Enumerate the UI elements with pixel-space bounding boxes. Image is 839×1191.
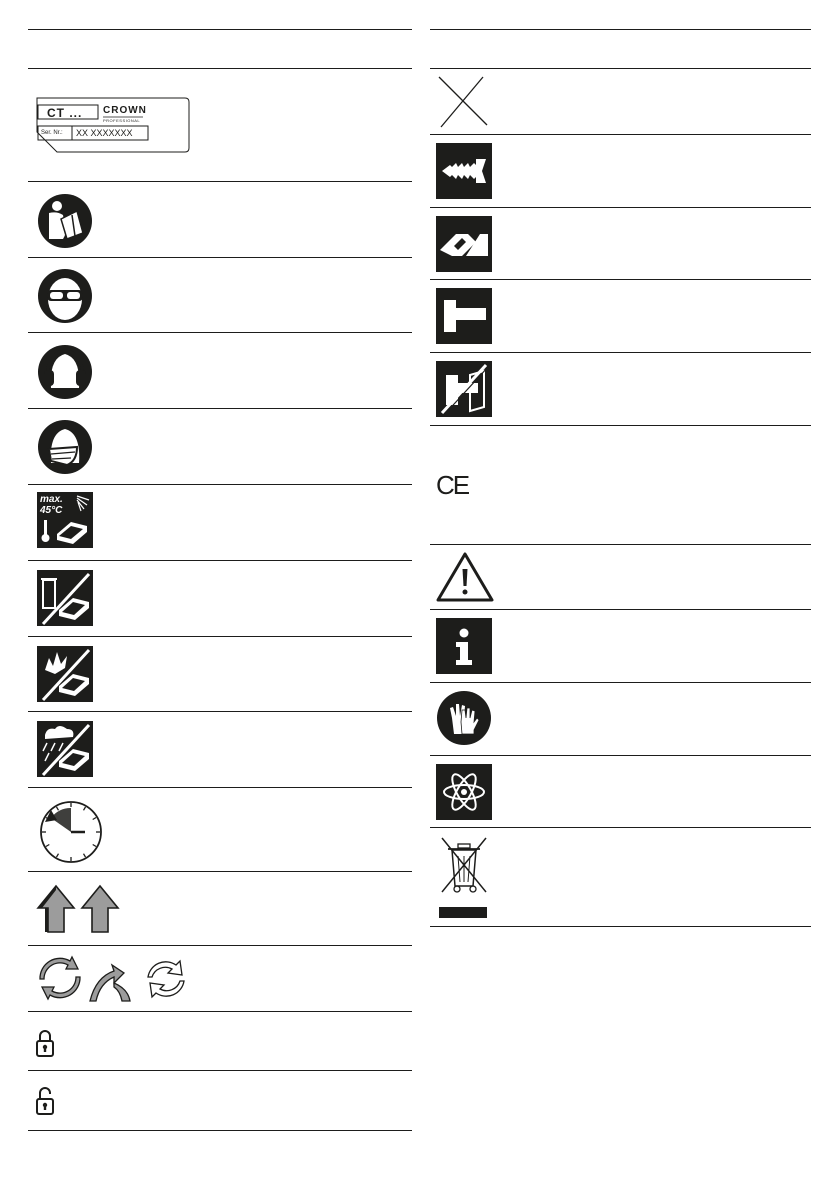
divider	[430, 207, 811, 208]
lock-icon	[36, 1028, 54, 1058]
divider	[28, 68, 412, 69]
up-arrows-icon	[36, 880, 120, 936]
hammer-icon	[436, 288, 492, 344]
divider	[430, 682, 811, 683]
wood-screw-icon	[436, 143, 492, 199]
divider	[430, 29, 811, 30]
divider	[28, 29, 412, 30]
divider	[28, 484, 412, 485]
battery-max-temperature-icon	[37, 492, 93, 548]
divider	[430, 279, 811, 280]
wear-gloves-icon	[436, 690, 492, 746]
unlock-icon	[36, 1086, 54, 1116]
divider	[430, 352, 811, 353]
divider	[28, 871, 412, 872]
no-hammer-icon	[436, 361, 492, 417]
temperature-label: 45°C	[40, 505, 63, 516]
battery-no-fire-icon	[37, 646, 93, 702]
divider	[28, 1070, 412, 1071]
divider	[28, 560, 412, 561]
model-text: CT ...	[47, 106, 83, 120]
rotation-arrows-icon	[34, 953, 188, 1003]
read-manual-icon	[37, 193, 93, 249]
divider	[28, 636, 412, 637]
divider	[430, 926, 811, 927]
ce-mark-icon	[436, 470, 468, 501]
divider	[28, 1130, 412, 1131]
divider	[28, 711, 412, 712]
safety-goggles-icon	[37, 268, 93, 324]
clock-icon	[37, 796, 103, 864]
cross-mark-icon	[435, 75, 491, 129]
information-icon	[436, 618, 492, 674]
divider	[430, 134, 811, 135]
divider	[430, 68, 811, 69]
weee-bin-icon	[436, 834, 492, 920]
dust-mask-icon	[37, 419, 93, 475]
max-label: max.	[40, 494, 63, 505]
divider	[430, 425, 811, 426]
divider	[28, 257, 412, 258]
divider	[430, 609, 811, 610]
battery-no-disposal-icon	[37, 570, 93, 626]
divider	[430, 755, 811, 756]
divider	[430, 827, 811, 828]
divider	[430, 544, 811, 545]
divider	[28, 408, 412, 409]
divider	[28, 945, 412, 946]
atom-icon	[436, 764, 492, 820]
divider	[28, 1011, 412, 1012]
rating-plate-icon	[35, 96, 191, 154]
brand-text: CROWN	[103, 105, 147, 116]
serial-label: Ser. Nr.:	[41, 130, 63, 136]
metal-icon	[436, 216, 492, 272]
ear-protection-icon	[37, 344, 93, 400]
divider	[28, 787, 412, 788]
battery-no-rain-icon	[37, 721, 93, 777]
warning-triangle-icon	[435, 551, 495, 603]
brand-sub-text: PROFESSIONAL	[103, 118, 141, 123]
serial-value: XX XXXXXXX	[76, 128, 133, 138]
ce-mark-text: CE	[436, 470, 469, 500]
divider	[28, 332, 412, 333]
divider	[28, 181, 412, 182]
